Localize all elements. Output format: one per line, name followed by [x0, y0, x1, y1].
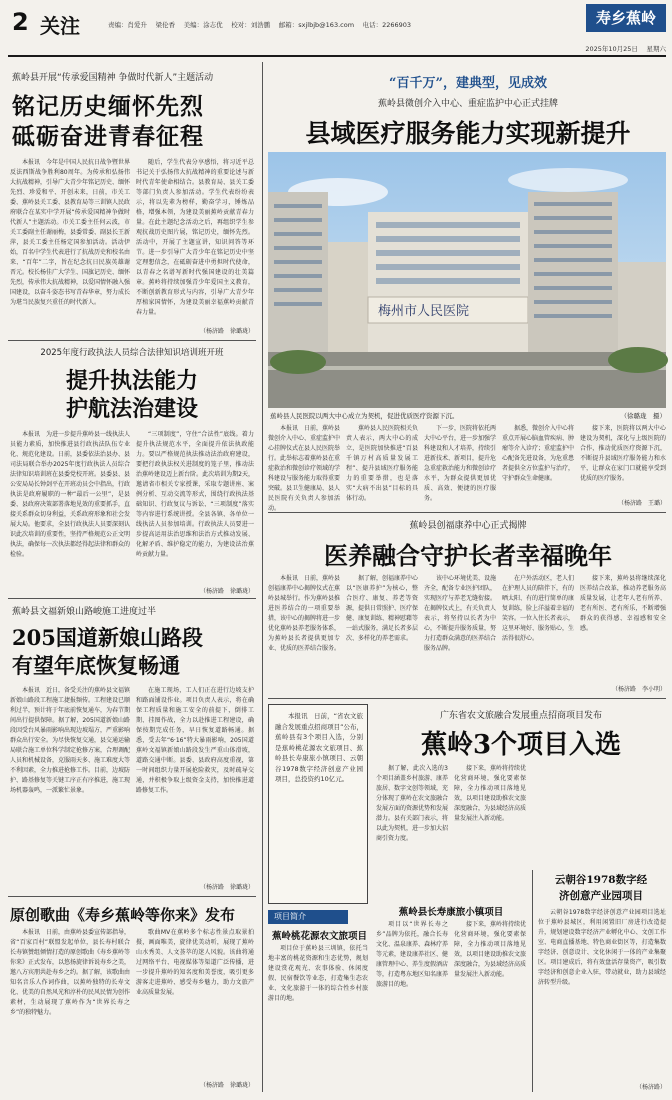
article2-title-line1: 提升执法能力: [65, 368, 198, 394]
article1-title-line1: 铭记历史缅怀先烈: [12, 93, 204, 120]
sidebar-text: 云朝谷1978数字经济创意产业园项目选址位于蕉岭县城区，利用闲置旧厂房进行改造提升，规划建设数字经济产业孵化中心、文创工作室、电商直播基地、特色商业街区等，打造集数字经济、创意设计、文化休闲于一体的产业集聚区。项目建成后，将有效盘活存量资产，吸引数字经济和创意企业入驻，带动就业，助力县域经济转型升级。: [538, 909, 666, 986]
article3-signature: （杨济路 徐璐珑）: [199, 884, 254, 891]
article4-signature: （杨济路 徐璐珑）: [199, 1082, 254, 1089]
article6-title: 医养融合守护长者幸福晚年: [324, 541, 612, 570]
article3-kicker: 蕉岭县文福新娘山路峻施工进度过半: [12, 607, 157, 617]
article5-body-col2: 蕉岭县人民医院相关负责人表示，两大中心的成立，是医院加快推进“百县千镇万村高质量发展工程”、提升县域医疗服务能力的重要举措，也是落实“大病不出县”目标的具体行动。: [346, 425, 419, 502]
divider: [8, 896, 256, 897]
column-separator: [262, 62, 263, 1092]
photo-credit: （徐璐珑 摄）: [620, 412, 666, 420]
article1-signature: （杨济路 徐璐珑）: [199, 328, 254, 335]
staff-line: 责编：肖爱升 梁伦香 美编：涂志优 校对：刘浩鹏 邮箱：sxjlbjb@163.com 电话：2266903: [108, 21, 412, 29]
article5-body-col4: 据悉，微创介入中心将重点开展心脑血管疾病、肿瘤等介入诊疗；重症监护中心配备先进设备，为危重患者提供全方位监护与治疗，守护群众生命健康。: [502, 425, 575, 482]
article2-title-line2: 护航法治建设: [65, 396, 198, 422]
hospital-sign: 梅州市人民医院: [378, 304, 470, 319]
article4-body-col2: 歌曲MV在蕉岭多个标志性景点取景拍摄，画面唯美，旋律优美动听，展现了蕉岭山水秀美、人文荟萃的迷人风貌。该曲将通过网络平台、电视媒体等渠道广泛传播，进一步提升蕉岭的知名度和美誉度，吸引更多游客走进蕉岭、感受寿乡魅力，助力文旅产业高质量发展。: [136, 929, 254, 996]
sidebar-separator: [532, 870, 533, 1092]
article1-body-col1: 本报讯 今年是中国人民抗日战争暨世界反法西斯战争胜利80周年。为传承和弘扬伟大抗战精神，引导广大青少年铭记历史、缅怀先烈、珍爱和平、开创未来，日前，市关工委、蕉岭县关工委、县教育局等三训镇人民政府联合在某实中学开展“传承爱国精神争做时代新人”主题活动。市关工委主任何云波，市关工委副主任谢丽梅，县委常委、副县长王新萍，县关工委主任杨定国参加活动。活动伊始，百名中学生代表进行了抗战历史和校名由来、“百年”二字，旨在纪念抗日民族英雄谢晋元。校长杨佳广大学生、国旗记历史、缅怀先烈，传承伟大抗战精神，以爱国情怀融入强国建设，以奋斗姿态书写青春华章，努力成长为堪当民族复兴重任的时代新人。: [10, 159, 131, 306]
project2-text-col1: 项目以“世界长寿之乡”品牌为依托，融合长寿文化、温泉康养、森林疗养等元素，建设康养社区、健康管理中心、养生度假酒店等，打造粤东地区知名康养旅游目的地。: [376, 921, 449, 988]
project2-title: 蕉岭县长寿康旅小镇项目: [398, 907, 504, 918]
hospital-building-illustration: [268, 152, 666, 408]
divider: [268, 512, 666, 513]
intro-box: [268, 704, 368, 904]
article7-body-col3: 接下来，蕉岭将持续优化营商环境，强化要素保障，全力推动项目落地见效，以项目建设助推农文旅深度融合，为县域经济高质量发展注入新动能。: [454, 765, 527, 822]
photo-caption: 蕉岭县人民医院以两大中心成立为契机，促进优质医疗资源下沉。: [270, 412, 459, 420]
article6-body-col1: 本报讯 日前，蕉岭县创福康养中心揭牌仪式在蕉岭县城举行。作为蕉岭县推进医养结合的一项重要举措，该中心的揭牌将进一步优化蕉岭县养老服务体系，为蕉岭县长者提供更加专业、优质的医养结合服务。: [268, 575, 341, 652]
project1-title: 蕉岭桃花源农文旅项目: [272, 931, 368, 942]
article6-body-col4: 在户外活动区，老人们在护理人员的陪伴下，有的晒太阳、有的进行简单的康复训练，脸上洋溢着幸福的笑容。一位入住长者表示，这里环境好、服务贴心，生活得很舒心。: [502, 575, 575, 642]
sidebar-title-line1: 云朝谷1978数字经: [554, 874, 648, 886]
article3-title-line2: 有望年底恢复畅通: [12, 653, 180, 678]
article3-body-col1: 本报讯 近日，备受关注的蕉岭县文福镇新娘山路段工程施工捷报频传。工程建设已顺利过半，预计将于年底前恢复通车，为春节期间出行提供保障。据了解，205国道新娘山路段因受台风暴雨影响出现边坡塌方，严重影响群众出行安全。为尽快恢复交通，县交通运输局联合施工单位科学制定抢修方案，合理调配人员和机械设备，克服雨天多、施工难度大等不利因素，全力推进抢修工作。目前，边坡防护、路基修复等关键工序正有序推进，施工现场机器轰鸣，一派繁忙景象。: [10, 687, 131, 794]
article6-signature: （杨济路 李小明）: [611, 686, 666, 693]
header-rule: [8, 55, 666, 57]
sidebar-signature: （杨济路）: [635, 1084, 666, 1091]
page-number: 2: [12, 8, 29, 36]
article2-kicker: 2025年度行政执法人员综合法律知识培训班开班: [40, 348, 224, 358]
article1-body-col2: 随后，学生代表分享感悟，将习近平总书记关于弘扬伟大抗战精神的重要论述与新时代青年使命相结合。县教育局、县关工委等部门负责人参加活动。学生代表纷纷表示，将以先辈为榜样，勤奋学习，锤炼品格，增强本领，为建设美丽蕉岭贡献青春力量。在此主题纪念活动之后，再组织学生参观抗战历史图片展，铭记历史，缅怀先烈。活动中，开展了主题宣讲，知识问答等环节。进一步引导广大青少年在铭记历史中坚定理想信念，在砥砺奋进中勇担时代使命，以青春之名谱写新时代强国建设的壮美篇章。蕉岭将持续加强青少年爱国主义教育，不断创新教育形式与内容，引导广大青少年厚植家国情怀，为建设美丽幸福蕉岭贡献青春力量。: [136, 159, 254, 316]
article7-title: 蕉岭3个项目入选: [420, 730, 622, 760]
article7-kicker: 广东省农文旅融合发展重点招商项目发布: [439, 711, 602, 721]
article7-body-col2: 据了解，此次入选的3个项目涵盖乡村旅游、康养旅居、数字文创等领域，充分体现了蕉岭在农文旅融合发展方面的资源优势和发展潜力。县有关部门表示，将以此为契机，进一步加大招商引资力度。: [376, 765, 449, 842]
issue-date: 2025年10月25日 星期六: [585, 45, 666, 53]
hospital-photo: [268, 152, 666, 408]
article3-body-col2: 在施工现场，工人们正在进行边坡支护和路面铺设作业。项目负责人表示，将在确保工程质量和施工安全的前提下，倒排工期、挂图作战，全力以赴推进工程建设，确保按期完成任务，早日恢复道路畅通。据悉，受去年“6·16”特大暴雨影响，205国道蕉岭文福镇新娘山路段发生严重山体滑坡，道路交通中断。县委、县政府高度重视，第一时间组织力量开展抢险救灾，及时疏导交通，并积极争取上级资金支持，加快推进道路修复工作。: [136, 687, 254, 794]
article4-title: 原创歌曲《寿乡蕉岭等你来》发布: [10, 906, 236, 924]
article5-signature: （杨济路 王璐）: [617, 500, 666, 507]
article2-body-col1: 本报讯 为进一步提升蕉岭县一线执法人员能力素质，加快推进县行政执法队伍专业化、规范化建设。日前，县委依法治县办、县司法局联合举办2025年度行政执法人员综合法律知识培训班在县委党校开班。县委县、县公安局局长钟剑平在开班动员会中指出，行政执法是政府履职的一种“最后一公里”，是县委、县政府决策部署落地见效的重要抓手，直接关系群众切身利益，关系政府形象和社会发展大局。他要求，全县行政执法人员要深刻认识此次培训的重要性，坚持严格规范公正文明执法，确保每一次执法都经得起法律和群众的检验。: [10, 431, 131, 558]
page-header: [0, 0, 672, 58]
project-intro-label: 项目简介: [268, 910, 348, 924]
project2-text-col2: 接下来，蕉岭将持续优化营商环境，强化要素保障，全力推动项目落地见效，以项目建设助推农文旅深度融合，为县域经济高质量发展注入新动能。: [454, 921, 527, 978]
article1-title-line2: 砥砺奋进青春征程: [12, 123, 204, 150]
divider: [8, 598, 256, 599]
article1-kicker: 蕉岭县开展“传承爱国精神 争做时代新人”主题活动: [12, 73, 214, 83]
divider: [8, 340, 256, 341]
article2-signature: （杨济路 徐璐珑）: [199, 588, 254, 595]
sidebar-title-line2: 济创意产业园项目: [559, 890, 643, 902]
article6-body-col2: 据了解，创福康养中心以“医康养护”为核心，整合医疗、康复、养老等资源，提供日常照护、医疗保健、康复训练、精神慰藉等一站式服务，满足长者多层次、多样化的养老需求。: [346, 575, 419, 642]
article4-body-col1: 本报讯 日前，由蕉岭县委宣传部指导，省“百家百村”联盟发起单位，县长寿村联合长寿镇赞组倾情打造的原创歌曲《寿乡蕉岭等你来》正式发布，以悠扬旋律诉说寿乡之美，邀八方宾朋共赴寿乡之约。据了解，该歌曲由知名音乐人作词作曲，以蕉岭独特的长寿文化、优美的自然风光和淳朴的民风民情为创作素材，生动展现了蕉岭作为“世界长寿之乡”的独特魅力。: [10, 929, 131, 1016]
article5-banner: “百千万”，建典型，见成效: [389, 76, 547, 91]
newspaper-logo: 寿乡蕉岭: [586, 4, 666, 32]
article6-kicker: 蕉岭县创福康养中心正式揭牌: [409, 521, 527, 531]
article5-kicker: 蕉岭县微创介入中心、重症监护中心正式挂牌: [377, 99, 558, 109]
article2-body-col2: “三项制度”，守住“合法性”底线。着力提升执法规范水平，全面提升依法执政能力。要以严格规范执法推动法治政府建设，要把行政执法权关进制度的笼子里，推动法治蕉岭建设迈上新台阶。此次培训为期2天，邀请省市相关专家授课，采取专题讲座、案例分析、互动交流等形式，围绕行政执法基础知识、行政复议与诉讼、“三项制度”落实等内容进行系统讲授。全县各镇、各单位一线执法人员参加培训。行政执法人员要进一步提高运用法治思维和法治方式推动发展、化解矛盾、维护稳定的能力，为建设法治蕉岭贡献力量。: [136, 431, 254, 558]
article6-body-col5: 接下来，蕉岭县将继续深化医养结合改革，推动养老服务高质量发展，让老年人老有所养、老有所医、老有所乐，不断增强群众的获得感、幸福感和安全感。: [580, 575, 666, 632]
article5-body-col3: 下一步，医院将依托两大中心平台，进一步加强学科建设和人才培养，持续引进新技术、新项目，提升危急重症救治能力和微创诊疗水平，为群众提供更加优质、高效、便捷的医疗服务。: [424, 425, 497, 502]
article5-body-col1: 本报讯 日前，蕉岭县微创介入中心、重症监护中心挂牌仪式在县人民医院举行。此举标志着蕉岭县在重症救治和微创诊疗领域的学科建设与服务能力取得重要突破。县卫生健康局、县人民医院有关负责人参加活动。: [268, 425, 341, 512]
intro-box-text: 本报讯 日前，“省农文旅融合发展重点招商项目”公布，蕉岭县有3个项目入选，分别是蕉岭桃花源农文旅项目、蕉岭县长寿康旅小镇项目、云朝谷1978数字经济创意产业园项目，总投资约10亿元。: [275, 712, 363, 783]
article3-title-line1: 205国道新娘山路段: [12, 625, 203, 650]
article5-title: 县域医疗服务能力实现新提升: [305, 119, 631, 148]
article5-body-col5: 接下来，医院将以两大中心建设为契机，深化与上级医院的合作，推动优质医疗资源下沉，不断提升县域医疗服务能力和水平，让群众在家门口就能享受到优质的医疗服务。: [580, 425, 666, 482]
section-title: 关注: [40, 14, 80, 38]
article6-body-col3: 该中心环境优美、设施齐全，配备专业医护团队，实现医疗与养老无缝衔接。在揭牌仪式上，有关负责人表示，将坚持以长者为中心，不断提升服务质量，努力打造群众满意的医养结合服务品牌。: [424, 575, 497, 652]
divider: [268, 698, 666, 699]
project1-text: 项目位于蕉岭县三圳镇，依托当地丰富的桃花资源和生态优势，规划建设赏花观光、农事体验、休闲度假、民宿餐饮等业态，打造集生态农业、文化旅游于一体的综合性乡村旅游目的地。: [268, 945, 368, 1002]
